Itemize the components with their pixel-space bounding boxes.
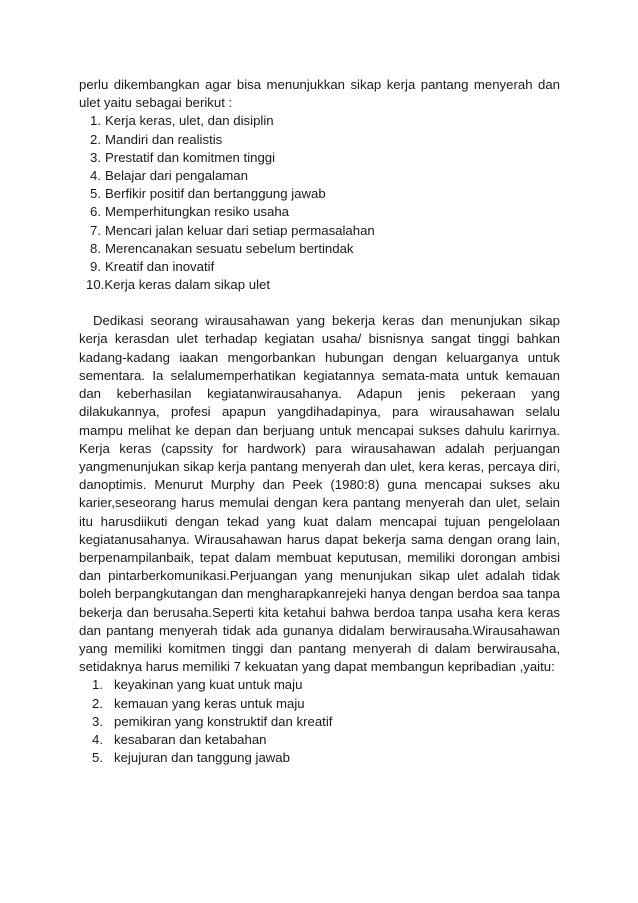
list-item-number: 4. — [92, 731, 103, 747]
list-item — [82, 167, 560, 185]
list-item — [82, 185, 560, 203]
list-item-number: 6. — [90, 204, 101, 220]
list-item-number: 5. — [92, 750, 103, 766]
list-item-number: 1. — [92, 677, 103, 693]
list-item-number: 3. — [90, 149, 101, 165]
list-item — [82, 276, 560, 294]
list-item — [82, 240, 560, 258]
list-item — [82, 131, 560, 149]
list-item-number: 5. — [90, 186, 101, 202]
list-item — [89, 676, 560, 694]
list-item-text: Prestatif dan komitmen tinggi — [105, 149, 276, 165]
list-item-number: 1. — [90, 113, 101, 129]
list-item-number: 2. — [92, 695, 103, 711]
attitude-list — [79, 112, 560, 294]
list-item — [89, 695, 560, 713]
list-item-number: 2. — [90, 131, 101, 147]
list-item-text: Merencanakan sesuatu sebelum bertindak — [105, 240, 354, 256]
list-item — [82, 222, 560, 240]
list-item-text: Kreatif dan inovatif — [105, 258, 215, 274]
strength-list — [79, 676, 560, 767]
list-item-text: Kerja keras, ulet, dan disiplin — [105, 113, 274, 129]
list-item-text: Mandiri dan realistis — [105, 131, 223, 147]
list-item-text: Kerja keras dalam sikap ulet — [104, 277, 270, 293]
list-item-number: 10. — [86, 277, 105, 293]
list-item-text: kejujuran dan tanggung jawab — [114, 750, 290, 766]
document-body — [79, 76, 560, 767]
list-item — [82, 149, 560, 167]
list-item — [89, 713, 560, 731]
list-item-number: 7. — [90, 222, 101, 238]
list-item-text: pemikiran yang konstruktif dan kreatif — [114, 713, 333, 729]
list-item-number: 4. — [90, 167, 101, 183]
body-paragraph: Dedikasi seorang wirausahawan yang bekerja keras dan menunjukan sikap kerja kerasdan ulet terhadap kegiatan usaha/ bisnisnya sangat tinggi bahkan kadang-kadang iaakan mengorbankan hubungan dengan keluarganya untuk sementara. Ia selalumemperhatikan kegiatannya semata-mata untuk kemauan dan keberhasilan kegiatanwirausahanya. Adapun jenis pekeraan yang dilakukannya, profesi apapun yangdihadapinya, para wirausahawan selalu mampu melihat ke depan dan berjuang untuk mencapai sukses dahulu karirnya. Kerja keras (capssity for hardwork) para wirausahawan adalah perjuangan yangmenunjukan sikap kerja pantang menyerah dan ulet, kera keras, percaya diri, danoptimis. Menurut Murphy dan Peek (1980:8) guna mencapai sukses aku karier,seseorang harus memulai dengan kera pantang menyerah dan ulet, selain itu harusdiikuti dengan tekad yang kuat dalam mencapai tujuan pengelolaan kegiatanusahanya. Wirausahawan harus dapat bekerja sama dengan orang lain, berpenampilanbaik, tepat dalam membuat keputusan, memiliki dorongan ambisi dan pintarberkomunikasi.Perjuangan yang menunjukan sikap ulet adalah tidak boleh berpangkutangan dan mengharapkanrejeki hanya dengan berdoa saa tanpa bekerja dan berusaha.Seperti kita ketahui bahwa berdoa tanpa usaha kera keras dan pantang menyerah tidak ada gunanya didalam berwirausaha.Wirausahawan yang memiliki komitmen tinggi dan pantang menyerah di dalam berwirausaha, setidaknya harus memiliki 7 kekuatan yang dapat membangun kepribadian ,yaitu: — [79, 313, 560, 675]
list-item-text: Belajar dari pengalaman — [105, 167, 248, 183]
list-item-text: Berfikir positif dan bertanggung jawab — [105, 186, 326, 202]
list-item — [82, 112, 560, 130]
list-item-text: Memperhitungkan resiko usaha — [105, 204, 289, 220]
list-item-number: 3. — [92, 713, 103, 729]
list-item-text: kesabaran dan ketabahan — [114, 731, 267, 747]
list-item-number: 8. — [90, 240, 101, 256]
list-item — [89, 731, 560, 749]
list-item-text: kemauan yang keras untuk maju — [114, 695, 305, 711]
list-item-text: Mencari jalan keluar dari setiap permasalahan — [105, 222, 375, 238]
list-item — [82, 203, 560, 221]
list-item — [82, 258, 560, 276]
list-item — [89, 749, 560, 767]
intro-paragraph: perlu dikembangkan agar bisa menunjukkan sikap kerja pantang menyerah dan ulet yaitu sebagai berikut : — [79, 77, 560, 111]
list-item-text: keyakinan yang kuat untuk maju — [114, 677, 303, 693]
list-item-number: 9. — [90, 258, 101, 274]
